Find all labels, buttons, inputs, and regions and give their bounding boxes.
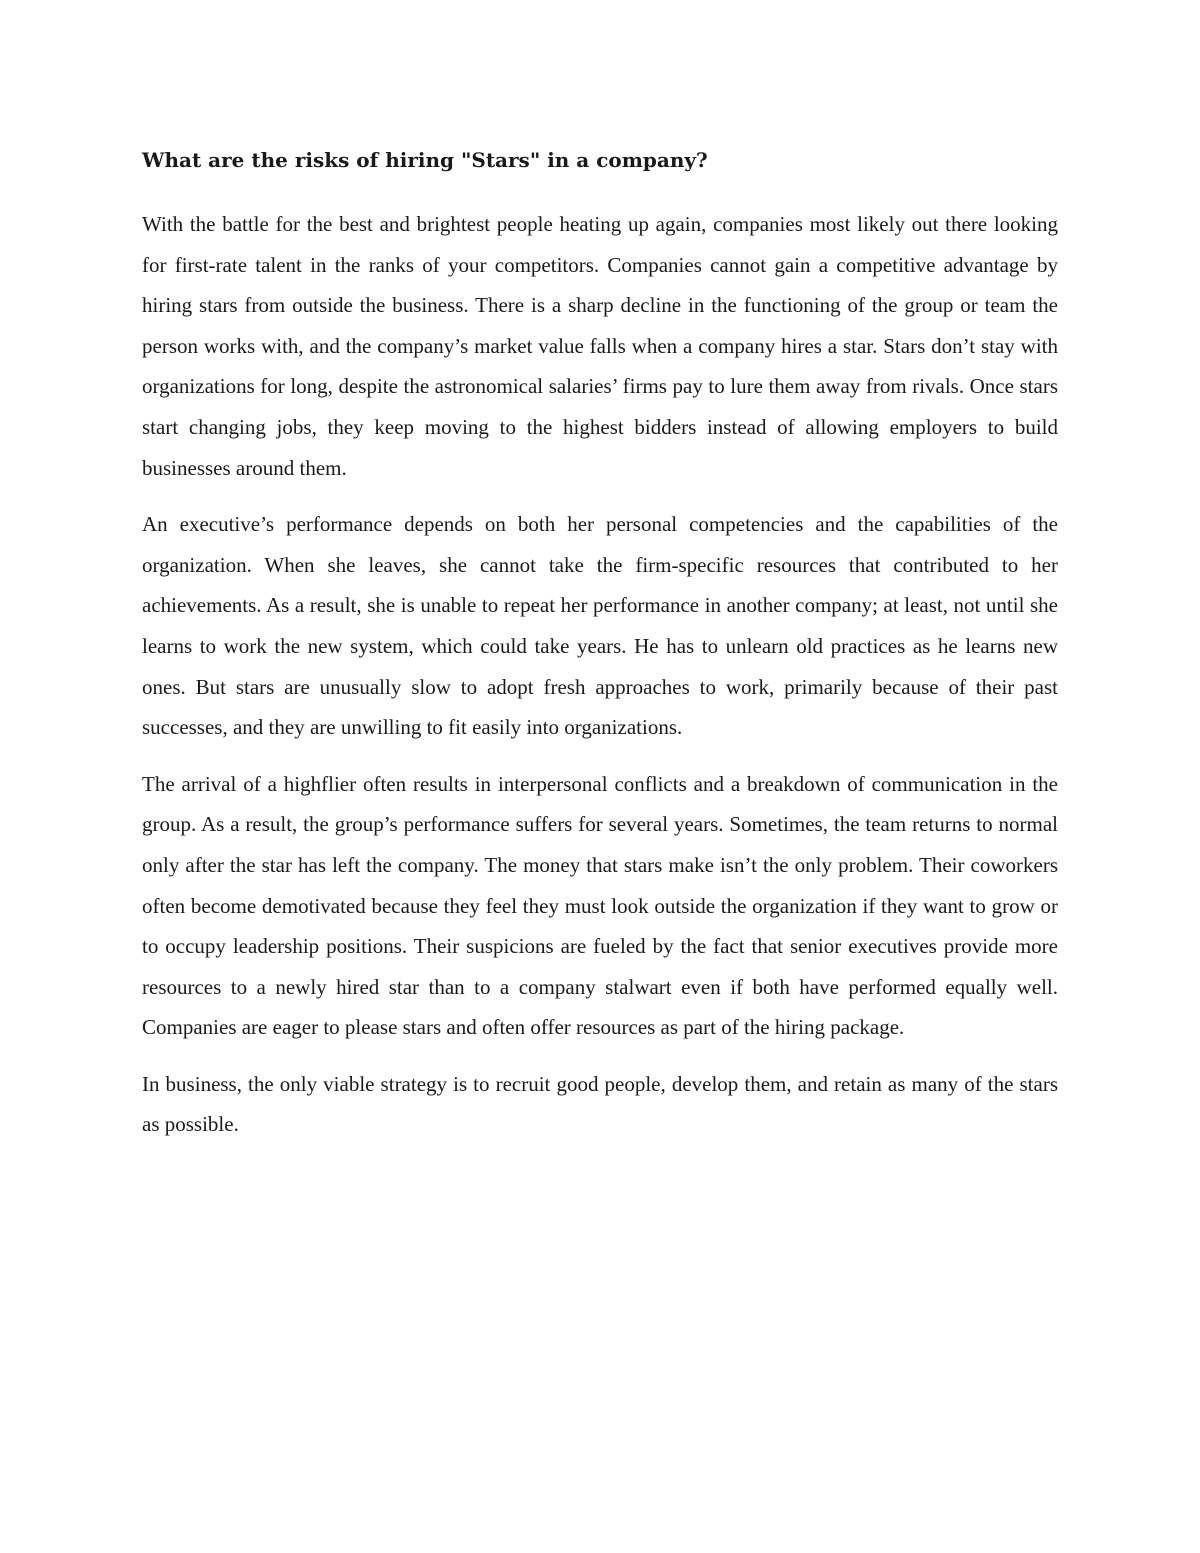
paragraph-3: The arrival of a highflier often results in interpersonal conflicts and a breakdown of communication in the group. As a result, the group’s performance suffers for several years. Sometimes, the team returns to normal only after the star has left the company. The money that stars make isn’t the only problem. Their coworkers often become demotivated because they feel they must look outside the organization if they want to grow or to occupy leadership positions. Their suspicions are fueled by the fact that senior executives provide more resources to a newly hired star than to a company stalwart even if both have performed equally well. Companies are eager to please stars and often offer resources as part of the hiring package. — [142, 771, 1058, 1040]
document-title: What are the risks of hiring "Stars" in a company? — [142, 148, 708, 172]
paragraph-4: In business, the only viable strategy is to recruit good people, develop them, and retain as many of the stars as possible. — [142, 1071, 1058, 1137]
document-body — [142, 140, 1058, 1161]
paragraph-2: An executive’s performance depends on both her personal competencies and the capabilities of the organization. When she leaves, she cannot take the firm-specific resources that contributed to her achievements. As a result, she is unable to repeat her performance in another company; at least, not until she learns to work the new system, which could take years. He has to unlearn old practices as he learns new ones. But stars are unusually slow to adopt fresh approaches to work, primarily because of their past successes, and they are unwilling to fit easily into organizations. — [142, 512, 1058, 740]
paragraph-1: With the battle for the best and brightest people heating up again, companies most likely out there looking for first-rate talent in the ranks of your competitors. Companies cannot gain a competitive advantage by hiring stars from outside the business. There is a sharp decline in the functioning of the group or team the person works with, and the company’s market value falls when a company hires a star. Stars don’t stay with organizations for long, despite the astronomical salaries’ firms pay to lure them away from rivals. Once stars start changing jobs, they keep moving to the highest bidders instead of allowing employers to build businesses around them. — [142, 212, 1058, 480]
